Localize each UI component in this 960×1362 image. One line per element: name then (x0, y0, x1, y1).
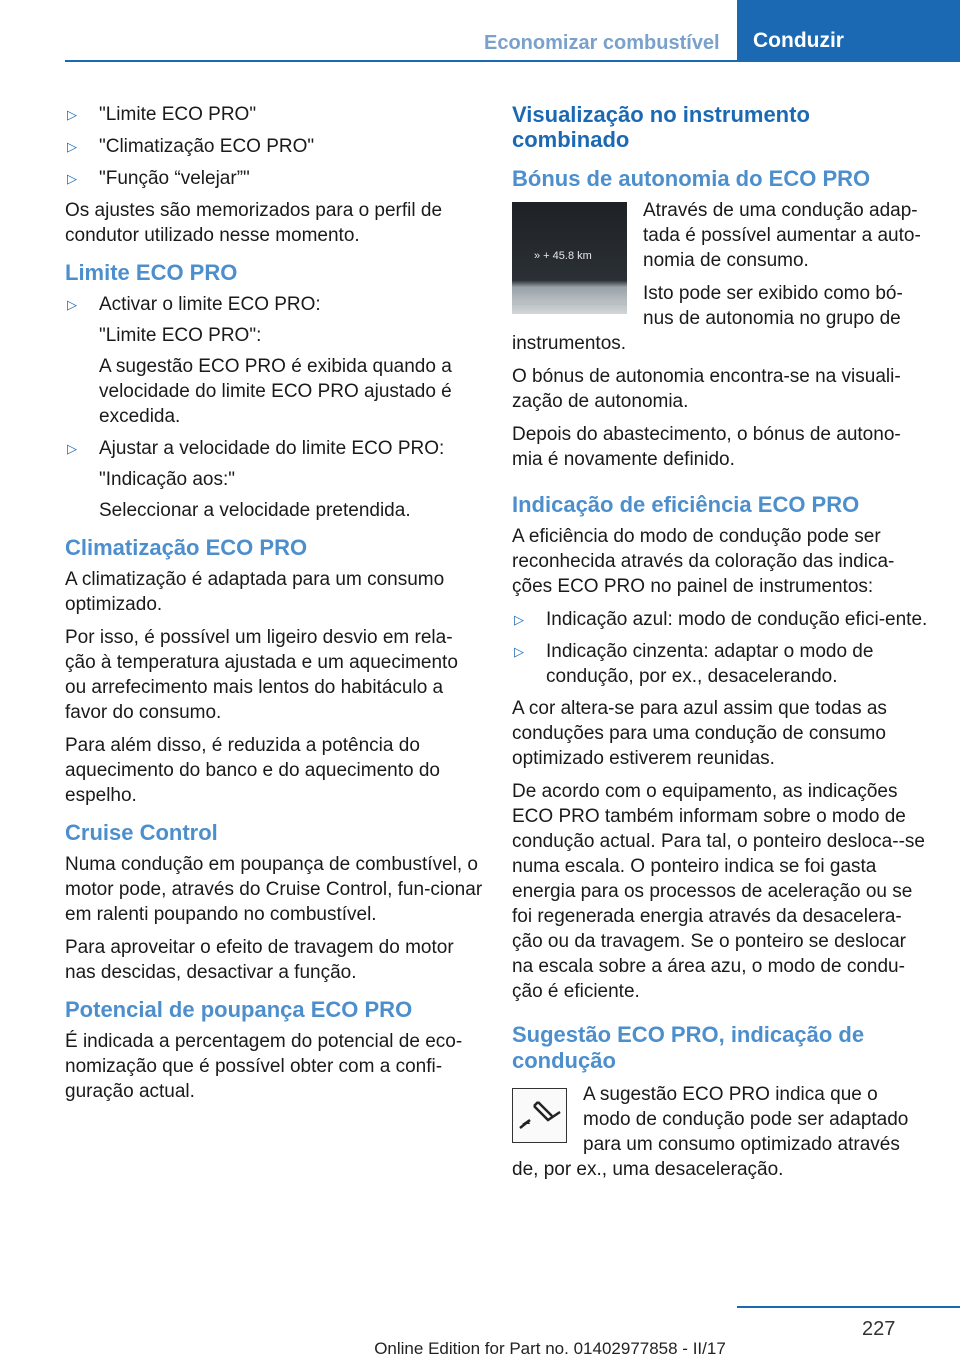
paragraph: Através de uma condução adap-tada é possível aumentar a auto-nomia de consumo. (643, 200, 921, 271)
chapter-tab: Conduzir (737, 0, 960, 62)
left-column (65, 102, 483, 1112)
triangle-bullet-icon: ▷ (514, 644, 524, 659)
suggestion-icon-box (512, 1088, 567, 1143)
page-number: 227 (862, 1318, 896, 1340)
paragraph: De acordo com o equipamento, as indicações ECO PRO também informam sobre o modo de condução actual. Para tal, o ponteiro desloca--se numa escala. O ponteiro indica se foi gasta energia para os processos de aceleração ou se foi regenerada energia através da desacelera-ção ou da travagem. Se o ponteiro se deslocar na escala sobre a área azu, o modo de condu-ção é eficiente. (512, 781, 925, 1002)
settings-note: Os ajustes são memorizados para o perfil de condutor utilizado nesse momento. (65, 200, 443, 246)
paragraph: A sugestão ECO PRO indica que o modo de condução pode ser adaptado para um consumo optimizado através de, por ex., uma desaceleração. (512, 1084, 909, 1180)
cruise-heading: Cruise Control (65, 820, 218, 845)
paragraph: A eficiência do modo de condução pode ser reconhecida através da coloração das indica-ções ECO PRO no painel de instrumentos: (512, 526, 895, 597)
menu-items-list (65, 102, 483, 191)
paragraph: É indicada a percentagem do potencial de eco-nomização que é possível obter com a confi-guração actual. (65, 1031, 463, 1102)
limit-steps (65, 292, 483, 523)
range-bonus-display (512, 202, 627, 314)
main-heading: Visualização no instrumento combinado (512, 102, 810, 152)
efficiency-heading: Indicação de eficiência ECO PRO (512, 492, 860, 517)
header-rule (65, 60, 737, 62)
list-item: ▷ Indicação cinzenta: adaptar o modo de condução, por ex., desacelerando. (514, 641, 874, 687)
list-item: ▷ "Limite ECO PRO" (67, 104, 257, 125)
potential-heading: Potencial de poupança ECO PRO (65, 997, 413, 1022)
climate-heading: Climatização ECO PRO (65, 535, 308, 560)
triangle-bullet-icon: ▷ (67, 441, 77, 456)
triangle-bullet-icon: ▷ (514, 612, 524, 627)
paragraph: Para aproveitar o efeito de travagem do motor nas descidas, desactivar a função. (65, 937, 454, 983)
paragraph: Numa condução em poupança de combustível, o motor pode, através do Cruise Control, fun-cionar em ralenti poupando no combustível. (65, 854, 483, 925)
list-item: ▷ Indicação azul: modo de condução efici-ente. (514, 609, 928, 630)
range-readout: » + 45.8 km (534, 250, 592, 262)
triangle-bullet-icon: ▷ (67, 139, 77, 154)
display-image (512, 202, 627, 314)
paragraph: Isto pode ser exibido como bó-nus de autonomia no grupo de instrumentos. (512, 283, 903, 354)
eco-suggestion-icon (512, 1088, 567, 1143)
bonus-heading: Bónus de autonomia do ECO PRO (512, 166, 871, 191)
paragraph: Depois do abastecimento, o bónus de autono-mia é novamente definido. (512, 424, 901, 470)
paragraph: Por isso, é possível um ligeiro desvio em rela-ção à temperatura ajustada e um aquecimento ou arrefecimento mais lentos do habitáculo a favor do consumo. (65, 627, 458, 723)
section-title: Economizar combustível (484, 32, 720, 54)
list-item: ▷ "Climatização ECO PRO" (67, 136, 315, 157)
footer-rule (737, 1306, 960, 1308)
list-item: ▷ Activar o limite ECO PRO: "Limite ECO PRO": A sugestão ECO PRO é exibida quando a velocidade do limite ECO PRO ajustado é excedida. (67, 294, 452, 427)
triangle-bullet-icon: ▷ (67, 171, 77, 186)
paragraph: Para além disso, é reduzida a potência do aquecimento do banco e do aquecimento do espelho. (65, 735, 440, 806)
paragraph: A cor altera-se para azul assim que todas as conduções para uma condução de consumo optimizado estiverem reunidas. (512, 698, 887, 769)
efficiency-list (512, 607, 930, 689)
paragraph: A climatização é adaptada para um consumo optimizado. (65, 569, 445, 615)
triangle-bullet-icon: ▷ (67, 297, 77, 312)
limit-heading: Limite ECO PRO (65, 260, 238, 285)
list-item: ▷ "Função “velejar”" (67, 168, 250, 189)
triangle-bullet-icon: ▷ (67, 107, 77, 122)
edition-line: Online Edition for Part no. 01402977858 - II/17 (374, 1339, 726, 1358)
paragraph: O bónus de autonomia encontra-se na visuali-zação de autonomia. (512, 366, 901, 412)
page-header (0, 0, 960, 62)
right-column (512, 102, 930, 1190)
suggestion-heading: Sugestão ECO PRO, indicação de condução (512, 1022, 865, 1073)
list-item: ▷ Ajustar a velocidade do limite ECO PRO: "Indicação aos:" Seleccionar a velocidade pretendida. (67, 438, 445, 521)
